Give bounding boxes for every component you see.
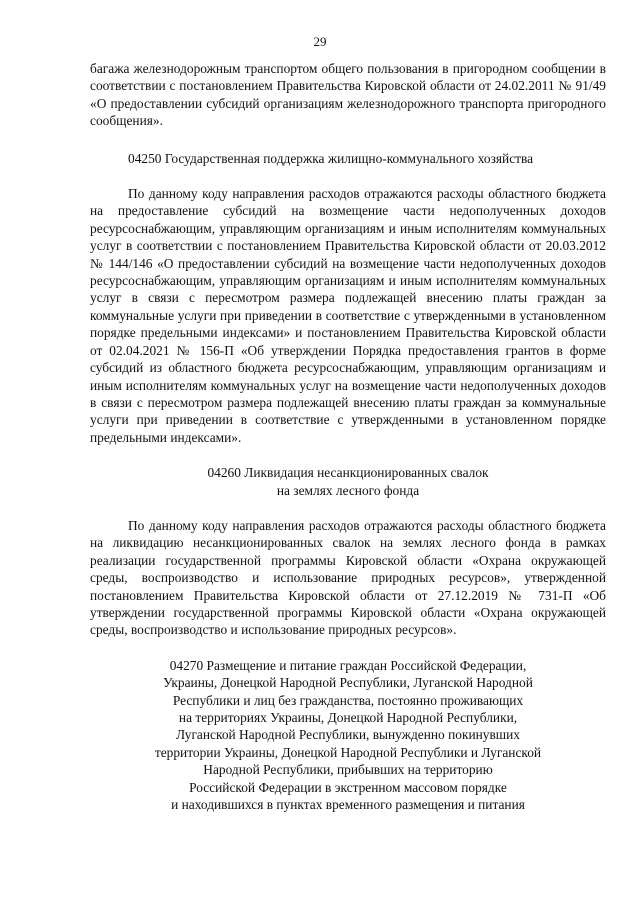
section-04260-body: По данному коду направления расходов отражаются расходы областного бюджета на ликвидацию несанкционированных свалок на землях лесного фонда в рамках реализации государственной программы Кировской области «Охрана окружающей среды, воспроизводство и использование природных ресурсов», утвержденной постановлением Правительства Кировской области от 27.12.2019 № 731-П «Об утверждении государственной программы Кировской области «Охрана окружающей среды, воспроизводство и использование природных ресурсов».	[90, 517, 606, 638]
section-04270-heading	[90, 657, 606, 814]
section-04250-heading: 04250 Государственная поддержка жилищно-коммунального хозяйства	[128, 150, 534, 166]
section-04270-heading-line: и находившихся в пунктах временного размещения и питания	[171, 797, 525, 813]
section-04270-heading-line: Республики и лиц без гражданства, постоянно проживающих	[172, 692, 524, 708]
section-04260-heading-line: 04260 Ликвидация несанкционированных свалок	[207, 465, 489, 481]
section-04270-heading-line: территории Украины, Донецкой Народной Республики и Луганской	[154, 744, 542, 760]
page-number: 29	[313, 34, 327, 49]
section-04270-heading-line: Луганской Народной Республики, вынужденно покинувших	[176, 727, 520, 743]
section-04270-heading-line: на территориях Украины, Донецкой Народной Республики,	[178, 710, 518, 725]
intro-paragraph: багажа железнодорожным транспортом общего пользования в пригородном сообщении в соответствии с постановлением Правительства Кировской области от 24.02.2011 № 91/49 «О предоставлении субсидий организациям железнодорожного транспорта пригородного сообщения».	[90, 61, 606, 129]
section-04260-heading	[90, 464, 606, 499]
section-04250-body: По данному коду направления расходов отражаются расходы областного бюджета на предоставление субсидий на возмещение части недополученных доходов ресурсоснабжающим, управляющим организациям и иным исполнителям коммунальных услуг в соответствии с постановлением Правительства Кировской области от 20.03.2012 № 144/146 «О предоставлении субсидий на возмещение части недополученных доходов ресурсоснабжающим, управляющим организациям и иным исполнителям коммунальных услуг в связи с пересмотром размера подлежащей внесению платы граждан за коммунальные услуги при приведении в соответствие с утвержденными в установленном порядке предельными индексами» и постановлением Правительства Кировской области от 02.04.2021 № 156-П «Об утверждении Порядка предоставления грантов в форме субсидий из областного бюджета ресурсоснабжающим, управляющим организациям и иным исполнителям коммунальных услуг на возмещение части недополученных доходов в связи с пересмотром размера подлежащей внесению платы граждан за коммунальные услуги при приведении в соответствие с утвержденными в установленном порядке предельными индексами».	[90, 186, 606, 445]
section-04260-heading-line: на землях лесного фонда	[276, 482, 420, 498]
section-04270-heading-line: Народной Республики, прибывших на территорию	[203, 762, 493, 778]
section-04270-heading-line: Российской Федерации в экстренном массовом порядке	[189, 779, 507, 795]
document-body	[90, 60, 606, 831]
section-04270-heading-line: Украины, Донецкой Народной Республики, Луганской Народной	[163, 675, 533, 691]
section-04270-heading-line: 04270 Размещение и питание граждан Российской Федерации,	[169, 657, 527, 673]
